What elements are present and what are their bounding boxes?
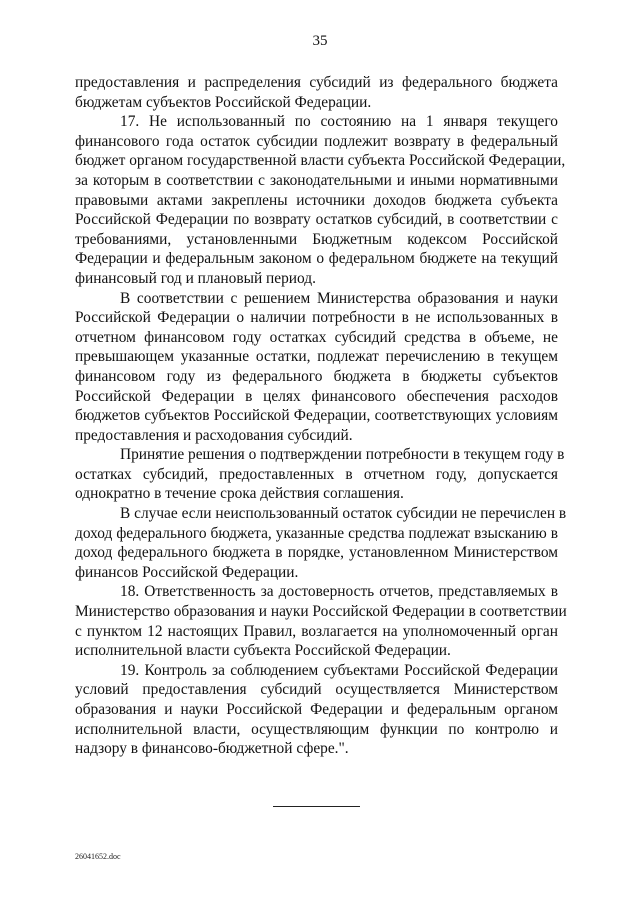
text-line: бюджетов субъектов Российской Федерации, соответствующих условиям [75, 407, 558, 425]
text-line: 17. Не использованный по состоянию на 1 января текущего [120, 113, 558, 131]
text-line: финансов Российской Федерации. [75, 563, 299, 581]
text-line: правовыми актами закреплены источники доходов бюджета субъекта [75, 191, 558, 209]
text-line: однократно в течение срока действия соглашения. [75, 485, 404, 503]
text-line: исполнительной власти, осуществляющим функции по контролю и [75, 720, 558, 738]
text-line: доход федерального бюджета, указанные средства подлежат взысканию в [75, 524, 558, 542]
text-line: Российской Федерации по возврату остатков субсидий, в соответствии с [75, 211, 558, 229]
document-file-code: 26041652.doc [75, 852, 121, 861]
footer-divider [273, 806, 360, 807]
text-line: финансового года остаток субсидии подлежит возврату в федеральный [75, 132, 558, 150]
text-line: Российской Федерации в целях финансового обеспечения расходов [75, 387, 558, 405]
text-line: финансовый год и плановый период. [75, 269, 316, 287]
text-line: с пунктом 12 настоящих Правил, возлагается на уполномоченный орган [75, 622, 558, 640]
text-line: бюджет органом государственной власти субъекта Российской Федерации, [75, 152, 566, 170]
text-line: В случае если неиспользованный остаток субсидии не перечислен в [120, 505, 567, 523]
text-line: предоставления и расходования субсидий. [75, 426, 353, 444]
document-body [75, 73, 567, 759]
text-line: Принятие решения о подтверждении потребности в текущем году в [120, 446, 565, 464]
text-line: исполнительной власти субъекта Российской Федерации. [75, 642, 451, 660]
text-line: Российской Федерации о наличии потребности в не использованных в [75, 309, 558, 327]
text-line: Федерации и федеральным законом о федеральном бюджете на текущий [75, 250, 558, 268]
text-line: надзору в финансово-бюджетной сфере.". [75, 740, 349, 758]
text-line: финансовом году из федерального бюджета в бюджеты субъектов [75, 367, 558, 385]
text-line: превышающем указанные остатки, подлежат перечислению в текущем [75, 348, 558, 366]
text-line: за которым в соответствии с законодательными и иными нормативными [75, 171, 558, 189]
text-line: отчетном финансовом году остатках субсидий средства в объеме, не [75, 328, 558, 346]
text-line: В соответствии с решением Министерства образования и науки [120, 289, 558, 307]
text-line: остатках субсидий, предоставленных в отчетном году, допускается [75, 465, 558, 483]
text-line: условий предоставления субсидий осуществляется Министерством [75, 681, 558, 699]
text-line: требованиями, установленными Бюджетным кодексом Российской [75, 230, 558, 248]
text-line: образования и науки Российской Федерации и федеральным органом [75, 701, 558, 718]
text-line: 19. Контроль за соблюдением субъектами Российской Федерации [120, 661, 558, 679]
text-line: 18. Ответственность за достоверность отчетов, представляемых в [120, 583, 558, 601]
text-line: доход федерального бюджета в порядке, установленном Министерством [75, 544, 558, 562]
text-line: бюджетам субъектов Российской Федерации. [75, 93, 372, 111]
page-number: 35 [312, 33, 328, 49]
text-line: Министерство образования и науки Российской Федерации в соответствии [75, 603, 567, 621]
text-line: предоставления и распределения субсидий из федерального бюджета [75, 74, 558, 91]
